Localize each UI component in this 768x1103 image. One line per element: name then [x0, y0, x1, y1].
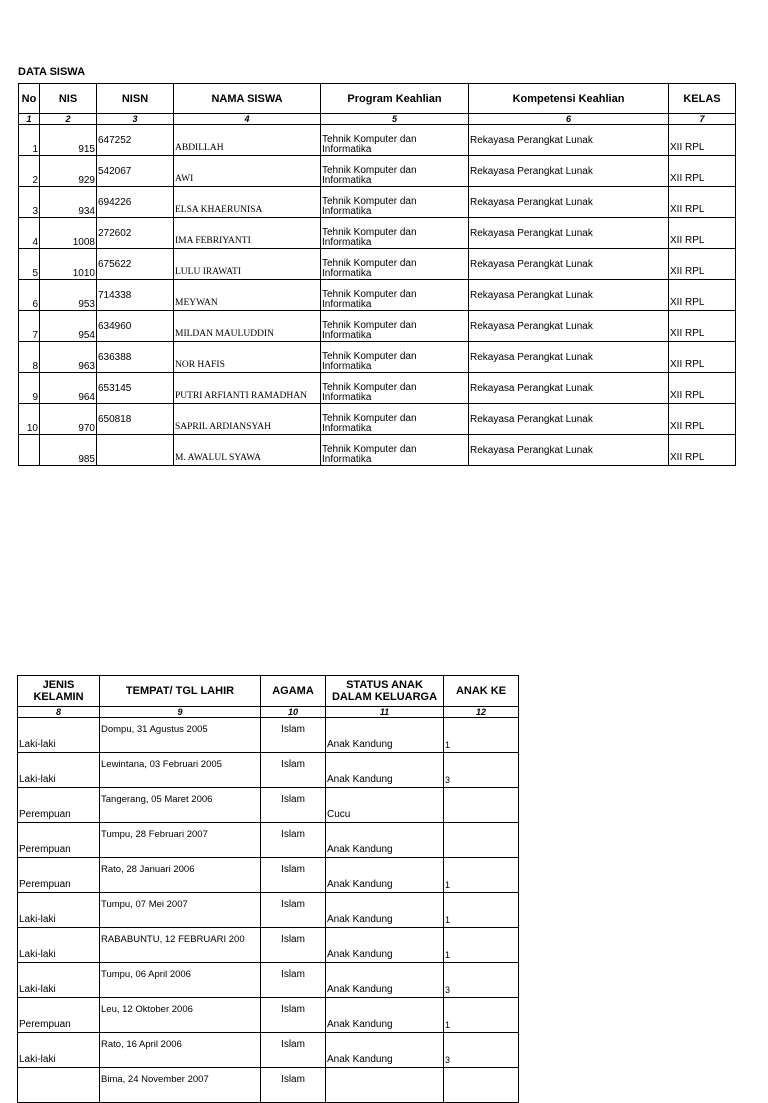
- cell-nisn: 542067: [97, 156, 174, 187]
- table-row: [19, 249, 736, 280]
- cell-no: 3: [19, 187, 40, 218]
- column-number: 6: [469, 114, 669, 125]
- cell-nama-siswa: ELSA KHAERUNISA: [174, 187, 321, 218]
- cell-nama-siswa: M. AWALUL SYAWA: [174, 435, 321, 466]
- cell-program-keahlian: Tehnik Komputer dan Informatika: [321, 218, 469, 249]
- header-tempat-tgl-lahir: TEMPAT/ TGL LAHIR: [100, 676, 261, 707]
- table-row: [18, 893, 519, 928]
- student-data-table: [18, 83, 736, 466]
- cell-kelas: XII RPL: [669, 342, 736, 373]
- cell-nama-siswa: AWI: [174, 156, 321, 187]
- table-row: [18, 998, 519, 1033]
- cell-agama: Islam: [261, 1068, 326, 1103]
- cell-jenis-kelamin: Laki-laki: [18, 928, 100, 963]
- cell-nis: 929: [40, 156, 97, 187]
- cell-jenis-kelamin: Perempuan: [18, 858, 100, 893]
- header-kompetensi-keahlian: Kompetensi Keahlian: [469, 84, 669, 114]
- cell-tempat-tgl-lahir: Tumpu, 28 Februari 2007: [100, 823, 261, 858]
- cell-tempat-tgl-lahir: Dompu, 31 Agustus 2005: [100, 718, 261, 753]
- cell-tempat-tgl-lahir: Lewintana, 03 Februari 2005: [100, 753, 261, 788]
- cell-program-keahlian: Tehnik Komputer dan Informatika: [321, 249, 469, 280]
- cell-anak-ke: [444, 788, 519, 823]
- table-row: [19, 218, 736, 249]
- cell-anak-ke: 1: [444, 893, 519, 928]
- cell-nisn: 675622: [97, 249, 174, 280]
- header-jenis-kelamin: JENIS KELAMIN: [18, 676, 100, 707]
- cell-jenis-kelamin: Laki-laki: [18, 753, 100, 788]
- table-row: [19, 187, 736, 218]
- cell-nis: 985: [40, 435, 97, 466]
- table-row: [18, 823, 519, 858]
- cell-anak-ke: 3: [444, 1033, 519, 1068]
- cell-status-anak: [326, 1068, 444, 1103]
- cell-jenis-kelamin: Laki-laki: [18, 893, 100, 928]
- cell-jenis-kelamin: Laki-laki: [18, 1033, 100, 1068]
- cell-nisn: 272602: [97, 218, 174, 249]
- cell-anak-ke: [444, 1068, 519, 1103]
- cell-agama: Islam: [261, 998, 326, 1033]
- cell-nisn: 653145: [97, 373, 174, 404]
- cell-agama: Islam: [261, 1033, 326, 1068]
- column-number: 3: [97, 114, 174, 125]
- page-title: DATA SISWA: [18, 66, 86, 78]
- cell-nis: 934: [40, 187, 97, 218]
- table-row: [19, 280, 736, 311]
- cell-agama: Islam: [261, 823, 326, 858]
- cell-no: 8: [19, 342, 40, 373]
- cell-jenis-kelamin: [18, 1068, 100, 1103]
- cell-kompetensi-keahlian: Rekayasa Perangkat Lunak: [469, 280, 669, 311]
- cell-jenis-kelamin: Perempuan: [18, 788, 100, 823]
- cell-nama-siswa: IMA FEBRIYANTI: [174, 218, 321, 249]
- table-row: [19, 404, 736, 435]
- table-row: [18, 1068, 519, 1103]
- column-number: 7: [669, 114, 736, 125]
- cell-program-keahlian: Tehnik Komputer dan Informatika: [321, 156, 469, 187]
- cell-status-anak: Anak Kandung: [326, 718, 444, 753]
- cell-kelas: XII RPL: [669, 435, 736, 466]
- cell-kompetensi-keahlian: Rekayasa Perangkat Lunak: [469, 435, 669, 466]
- table-row: [18, 963, 519, 998]
- cell-nis: 953: [40, 280, 97, 311]
- cell-nis: 1008: [40, 218, 97, 249]
- cell-nisn: 694226: [97, 187, 174, 218]
- cell-nama-siswa: LULU IRAWATI: [174, 249, 321, 280]
- cell-agama: Islam: [261, 753, 326, 788]
- cell-anak-ke: 1: [444, 998, 519, 1033]
- cell-program-keahlian: Tehnik Komputer dan Informatika: [321, 342, 469, 373]
- cell-jenis-kelamin: Laki-laki: [18, 963, 100, 998]
- cell-no: 4: [19, 218, 40, 249]
- cell-tempat-tgl-lahir: Tumpu, 06 April 2006: [100, 963, 261, 998]
- column-number: 4: [174, 114, 321, 125]
- cell-program-keahlian: Tehnik Komputer dan Informatika: [321, 187, 469, 218]
- cell-program-keahlian: Tehnik Komputer dan Informatika: [321, 373, 469, 404]
- cell-agama: Islam: [261, 928, 326, 963]
- cell-anak-ke: 1: [444, 718, 519, 753]
- cell-jenis-kelamin: Perempuan: [18, 823, 100, 858]
- cell-kompetensi-keahlian: Rekayasa Perangkat Lunak: [469, 249, 669, 280]
- cell-anak-ke: 3: [444, 753, 519, 788]
- column-number: 5: [321, 114, 469, 125]
- cell-program-keahlian: Tehnik Komputer dan Informatika: [321, 280, 469, 311]
- cell-status-anak: Anak Kandung: [326, 823, 444, 858]
- cell-kelas: XII RPL: [669, 373, 736, 404]
- cell-nis: 954: [40, 311, 97, 342]
- cell-kelas: XII RPL: [669, 125, 736, 156]
- cell-tempat-tgl-lahir: Bima, 24 November 2007: [100, 1068, 261, 1103]
- cell-no: 10: [19, 404, 40, 435]
- cell-anak-ke: 1: [444, 858, 519, 893]
- cell-no: [19, 435, 40, 466]
- cell-kompetensi-keahlian: Rekayasa Perangkat Lunak: [469, 373, 669, 404]
- table-row: [18, 753, 519, 788]
- cell-kelas: XII RPL: [669, 187, 736, 218]
- cell-nis: 915: [40, 125, 97, 156]
- cell-tempat-tgl-lahir: Leu, 12 Oktober 2006: [100, 998, 261, 1033]
- cell-kompetensi-keahlian: Rekayasa Perangkat Lunak: [469, 311, 669, 342]
- column-number: 1: [19, 114, 40, 125]
- cell-nisn: 636388: [97, 342, 174, 373]
- cell-no: 1: [19, 125, 40, 156]
- cell-no: 7: [19, 311, 40, 342]
- cell-status-anak: Anak Kandung: [326, 963, 444, 998]
- header-kelas: KELAS: [669, 84, 736, 114]
- cell-nisn: 714338: [97, 280, 174, 311]
- cell-tempat-tgl-lahir: Tumpu, 07 Mei 2007: [100, 893, 261, 928]
- table-row: [18, 788, 519, 823]
- cell-nisn: 647252: [97, 125, 174, 156]
- column-number: 10: [261, 707, 326, 718]
- cell-nama-siswa: PUTRI ARFIANTI RAMADHAN: [174, 373, 321, 404]
- cell-kelas: XII RPL: [669, 280, 736, 311]
- cell-kompetensi-keahlian: Rekayasa Perangkat Lunak: [469, 156, 669, 187]
- cell-agama: Islam: [261, 788, 326, 823]
- cell-nisn: [97, 435, 174, 466]
- header-nama-siswa: NAMA SISWA: [174, 84, 321, 114]
- cell-agama: Islam: [261, 893, 326, 928]
- cell-status-anak: Anak Kandung: [326, 753, 444, 788]
- cell-no: 2: [19, 156, 40, 187]
- cell-tempat-tgl-lahir: RABABUNTU, 12 FEBRUARI 200: [100, 928, 261, 963]
- cell-anak-ke: [444, 823, 519, 858]
- cell-nis: 970: [40, 404, 97, 435]
- table-row: [18, 858, 519, 893]
- cell-nama-siswa: NOR HAFIS: [174, 342, 321, 373]
- cell-tempat-tgl-lahir: Rato, 16 April 2006: [100, 1033, 261, 1068]
- table-row: [18, 1033, 519, 1068]
- cell-agama: Islam: [261, 718, 326, 753]
- cell-program-keahlian: Tehnik Komputer dan Informatika: [321, 404, 469, 435]
- table-row: [19, 125, 736, 156]
- cell-kompetensi-keahlian: Rekayasa Perangkat Lunak: [469, 125, 669, 156]
- cell-tempat-tgl-lahir: Rato, 28 Januari 2006: [100, 858, 261, 893]
- cell-no: 6: [19, 280, 40, 311]
- cell-nama-siswa: SAPRIL ARDIANSYAH: [174, 404, 321, 435]
- cell-program-keahlian: Tehnik Komputer dan Informatika: [321, 125, 469, 156]
- column-number: 8: [18, 707, 100, 718]
- cell-kompetensi-keahlian: Rekayasa Perangkat Lunak: [469, 218, 669, 249]
- table-row: [19, 435, 736, 466]
- cell-status-anak: Anak Kandung: [326, 858, 444, 893]
- cell-nama-siswa: MILDAN MAULUDDIN: [174, 311, 321, 342]
- column-number: 11: [326, 707, 444, 718]
- column-number: 2: [40, 114, 97, 125]
- cell-status-anak: Anak Kandung: [326, 1033, 444, 1068]
- cell-kelas: XII RPL: [669, 249, 736, 280]
- table-row: [19, 373, 736, 404]
- cell-kompetensi-keahlian: Rekayasa Perangkat Lunak: [469, 187, 669, 218]
- header-nis: NIS: [40, 84, 97, 114]
- table-row: [19, 342, 736, 373]
- student-detail-table: [17, 675, 519, 1103]
- cell-nama-siswa: MEYWAN: [174, 280, 321, 311]
- cell-status-anak: Anak Kandung: [326, 998, 444, 1033]
- table-row: [18, 928, 519, 963]
- cell-nisn: 650818: [97, 404, 174, 435]
- table-row: [19, 156, 736, 187]
- column-number: 9: [100, 707, 261, 718]
- cell-nis: 1010: [40, 249, 97, 280]
- cell-kelas: XII RPL: [669, 156, 736, 187]
- cell-kompetensi-keahlian: Rekayasa Perangkat Lunak: [469, 404, 669, 435]
- cell-jenis-kelamin: Perempuan: [18, 998, 100, 1033]
- cell-kelas: XII RPL: [669, 404, 736, 435]
- header-no: No: [19, 84, 40, 114]
- cell-status-anak: Cucu: [326, 788, 444, 823]
- cell-no: 9: [19, 373, 40, 404]
- table-row: [19, 311, 736, 342]
- cell-nisn: 634960: [97, 311, 174, 342]
- cell-agama: Islam: [261, 963, 326, 998]
- cell-jenis-kelamin: Laki-laki: [18, 718, 100, 753]
- cell-anak-ke: 1: [444, 928, 519, 963]
- header-nisn: NISN: [97, 84, 174, 114]
- cell-nis: 963: [40, 342, 97, 373]
- cell-nis: 964: [40, 373, 97, 404]
- cell-status-anak: Anak Kandung: [326, 893, 444, 928]
- header-program-keahlian: Program Keahlian: [321, 84, 469, 114]
- cell-nama-siswa: ABDILLAH: [174, 125, 321, 156]
- cell-program-keahlian: Tehnik Komputer dan Informatika: [321, 311, 469, 342]
- header-anak-ke: ANAK KE: [444, 676, 519, 707]
- cell-agama: Islam: [261, 858, 326, 893]
- cell-kelas: XII RPL: [669, 311, 736, 342]
- cell-kompetensi-keahlian: Rekayasa Perangkat Lunak: [469, 342, 669, 373]
- header-status-anak: STATUS ANAK DALAM KELUARGA: [326, 676, 444, 707]
- header-agama: AGAMA: [261, 676, 326, 707]
- table-row: [18, 718, 519, 753]
- cell-program-keahlian: Tehnik Komputer dan Informatika: [321, 435, 469, 466]
- column-number: 12: [444, 707, 519, 718]
- cell-anak-ke: 3: [444, 963, 519, 998]
- cell-no: 5: [19, 249, 40, 280]
- cell-status-anak: Anak Kandung: [326, 928, 444, 963]
- cell-tempat-tgl-lahir: Tangerang, 05 Maret 2006: [100, 788, 261, 823]
- cell-kelas: XII RPL: [669, 218, 736, 249]
